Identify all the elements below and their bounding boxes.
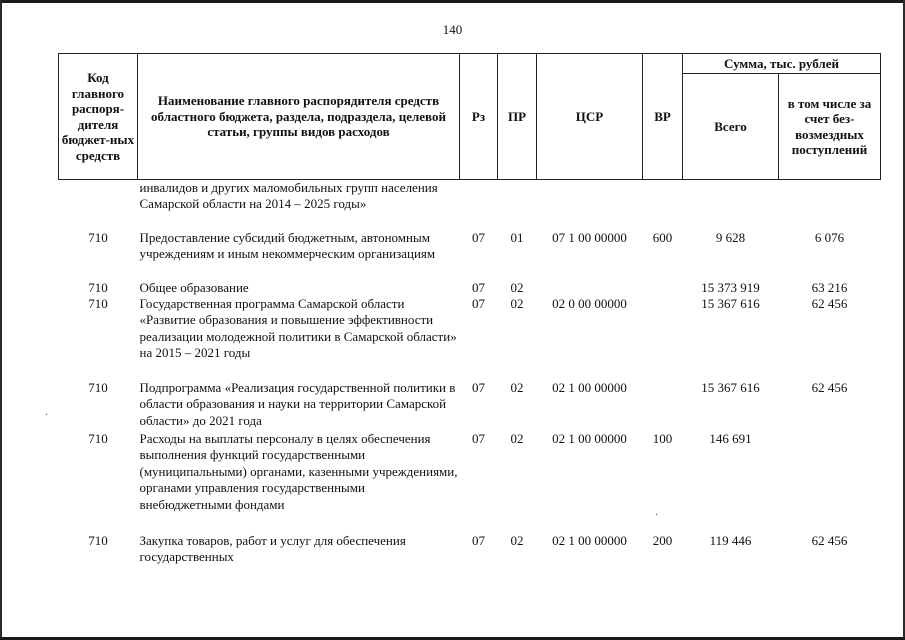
cell-free: 62 456 xyxy=(811,295,848,311)
cell-vr xyxy=(643,280,683,296)
scan-speck: · xyxy=(655,510,659,521)
cell-rz: 07 xyxy=(472,229,485,245)
header-vr: ВР xyxy=(643,54,683,180)
table-row xyxy=(59,380,881,431)
cell-rz: 07 xyxy=(472,532,485,548)
cell-free: 63 216 xyxy=(811,279,848,295)
cell-name: инвалидов и других маломобильных групп населения Самарской области на 2014 – 2025 годы» xyxy=(139,180,438,212)
cell-code: 710 xyxy=(88,279,108,295)
cell-code: 710 xyxy=(88,229,108,245)
cell-code: 710 xyxy=(88,430,108,446)
cell-csr: 02 1 00 00000 xyxy=(552,379,627,395)
cell-csr: 02 1 00 00000 xyxy=(552,430,627,446)
cell-pr: 02 xyxy=(510,532,524,548)
cell-pr: 02 xyxy=(510,295,524,311)
cell-code: 710 xyxy=(88,295,108,311)
cell-rz: 07 xyxy=(472,295,485,311)
cell-total: 119 446 xyxy=(709,532,752,548)
cell-code xyxy=(59,180,138,230)
cell-free xyxy=(779,431,881,533)
cell-name: Общее образование xyxy=(139,279,249,295)
cell-vr: 600 xyxy=(652,229,673,245)
cell-name: Подпрограмма «Реализация государственной политики в области образования и науки на территории Самарской области» до 2021 года xyxy=(139,379,456,428)
cell-total xyxy=(683,180,779,230)
table-row xyxy=(59,533,881,567)
cell-code: 710 xyxy=(88,532,108,548)
cell-total: 15 367 616 xyxy=(701,379,760,395)
cell-name: Закупка товаров, работ и услуг для обеспечения государственных xyxy=(139,532,406,565)
cell-csr xyxy=(537,180,643,230)
cell-rz: 07 xyxy=(472,379,485,395)
cell-free: 62 456 xyxy=(811,379,848,395)
cell-vr xyxy=(643,296,683,380)
page-frame-left xyxy=(0,0,2,640)
cell-free xyxy=(779,180,881,230)
cell-vr: 200 xyxy=(652,532,673,548)
page-frame-top xyxy=(0,0,905,3)
header-rz: Рз xyxy=(460,54,498,180)
cell-csr xyxy=(537,280,643,296)
table-row xyxy=(59,431,881,533)
header-csr: ЦСР xyxy=(537,54,643,180)
cell-name: Государственная программа Самарской области «Развитие образования и повышение эффективности реализации молодежной политики в Самарской области» на 2015 – 2021 годы xyxy=(139,295,457,361)
cell-vr xyxy=(643,380,683,431)
cell-name: Расходы на выплаты персоналу в целях обеспечения выполнения функций государственными (муниципальными) органами, казенными учреждениями, органами управления государственными внебюджетными фондами xyxy=(139,430,458,512)
table-row xyxy=(59,180,881,230)
table-row xyxy=(59,296,881,380)
cell-vr xyxy=(643,180,683,230)
cell-total: 9 628 xyxy=(715,229,746,245)
cell-csr: 02 1 00 00000 xyxy=(552,532,627,548)
cell-pr xyxy=(498,180,537,230)
cell-rz: 07 xyxy=(472,279,485,295)
table-row xyxy=(59,230,881,280)
header-free-receipts: в том числе за счет без-возмездных поступлений xyxy=(779,74,881,180)
header-total: Всего xyxy=(683,74,779,180)
cell-total: 15 373 919 xyxy=(701,279,760,295)
header-name: Наименование главного распорядителя средств областного бюджета, раздела, подраздела, целевой статьи, группы видов расходов xyxy=(138,54,460,180)
header-pr: ПР xyxy=(498,54,537,180)
cell-csr: 07 1 00 00000 xyxy=(552,229,627,245)
page-number: 140 xyxy=(442,22,463,37)
header-code: Код главного распоря-дителя бюджет-ных средств xyxy=(59,54,138,180)
cell-rz: 07 xyxy=(472,430,485,446)
cell-csr: 02 0 00 00000 xyxy=(552,295,627,311)
cell-pr: 02 xyxy=(510,430,524,446)
cell-rz xyxy=(460,180,498,230)
budget-table xyxy=(58,53,881,567)
cell-total: 15 367 616 xyxy=(701,295,760,311)
header-sum-group: Сумма, тыс. рублей xyxy=(683,54,881,74)
cell-pr: 02 xyxy=(510,279,524,295)
table-row xyxy=(59,280,881,296)
cell-code: 710 xyxy=(88,379,108,395)
cell-total: 146 691 xyxy=(709,430,752,446)
cell-free: 62 456 xyxy=(811,532,848,548)
cell-free: 6 076 xyxy=(814,229,845,245)
cell-name: Предоставление субсидий бюджетным, автономным учреждениям и иным некоммерческим организациям xyxy=(139,229,436,261)
cell-pr: 02 xyxy=(510,379,524,395)
cell-vr: 100 xyxy=(652,430,673,446)
scan-speck: · xyxy=(45,410,49,421)
cell-pr: 01 xyxy=(510,229,524,245)
